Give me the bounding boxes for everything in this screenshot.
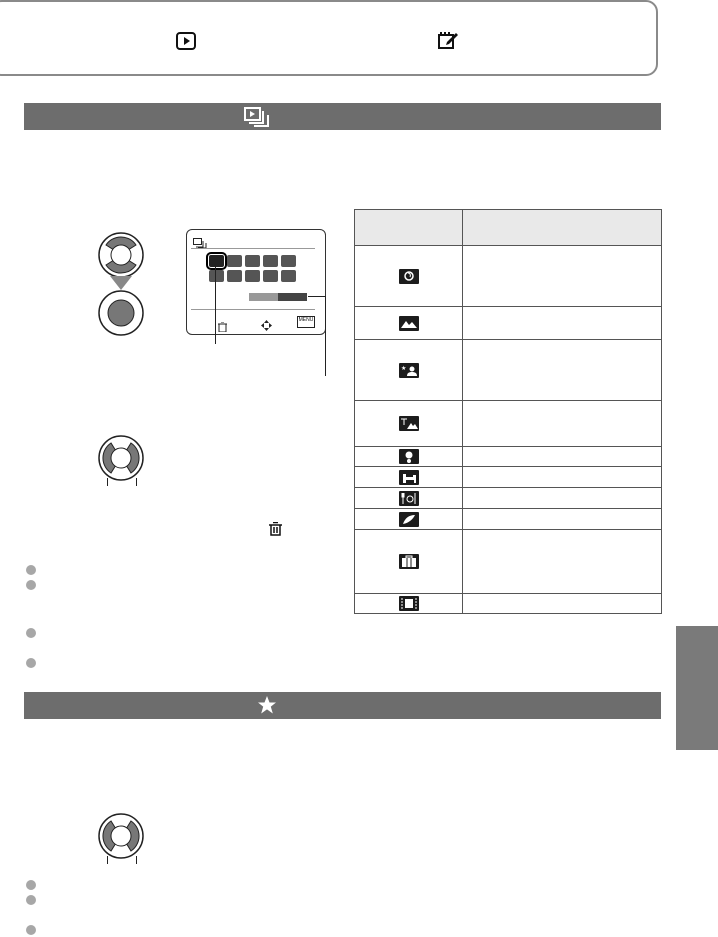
motion-picture-icon [399, 596, 419, 611]
party-icon [399, 512, 419, 527]
playback-icon [176, 32, 196, 50]
baby-icon [399, 449, 419, 464]
table-header-description [463, 210, 662, 246]
category-play-icon [244, 107, 272, 127]
trash-icon [269, 522, 282, 541]
bullet [26, 565, 36, 575]
travel-icon [399, 554, 419, 569]
table-row [355, 340, 662, 401]
bullet [26, 925, 36, 935]
notice-box [0, 0, 658, 76]
bullet [26, 880, 36, 890]
bullet [26, 580, 36, 590]
category-play-icon [193, 236, 207, 254]
table-row [355, 594, 662, 614]
table-row [355, 246, 662, 307]
table-cell-description [463, 509, 662, 530]
table-header-row [355, 210, 662, 246]
bullet [26, 658, 36, 668]
svg-text:★: ★ [400, 365, 406, 372]
section-bar-favorites [24, 692, 661, 719]
table-row [355, 401, 662, 447]
section-bar-category-play [24, 103, 661, 130]
table-cell-description [463, 530, 662, 594]
table-cell-description [463, 340, 662, 401]
leader-right [136, 856, 137, 864]
food-icon [399, 491, 419, 506]
table-row [355, 467, 662, 488]
table-cell-description [463, 447, 662, 467]
night-scenery-icon [399, 416, 419, 431]
leader-line-progress-v [325, 296, 326, 376]
cursor-pad-leftright [98, 813, 144, 864]
cursor-pad-leftright [98, 435, 144, 486]
star-icon [257, 695, 277, 715]
pet-icon [399, 470, 419, 485]
table-row [355, 447, 662, 467]
side-chapter-tab [676, 626, 718, 750]
lcd-screen [186, 229, 326, 335]
leader-line-progress-h [308, 296, 325, 297]
cursor-pad-menu-set [98, 290, 144, 341]
table-row [355, 488, 662, 509]
trash-icon [218, 319, 227, 337]
bullet [26, 628, 36, 638]
table-header-icon [355, 210, 463, 246]
category-table [354, 209, 662, 614]
bullet [26, 895, 36, 905]
leader-line-selection [215, 262, 216, 344]
table-cell-description [463, 246, 662, 307]
table-cell-description [463, 307, 662, 340]
cursor-icon [261, 318, 272, 336]
table-cell-description [463, 594, 662, 614]
table-row [355, 307, 662, 340]
edit-memo-icon [437, 30, 459, 50]
table-row [355, 509, 662, 530]
menu-set-icon: MENU [297, 316, 315, 328]
leader-left [107, 478, 108, 486]
leader-left [107, 856, 108, 864]
table-row [355, 530, 662, 594]
portrait-icon [399, 269, 419, 284]
table-cell-description [463, 488, 662, 509]
table-cell-description [463, 467, 662, 488]
night-portrait-icon [399, 363, 419, 378]
lcd-progress-bar [249, 293, 307, 301]
leader-right [136, 478, 137, 486]
scenery-icon [399, 316, 419, 331]
table-cell-description [463, 401, 662, 447]
